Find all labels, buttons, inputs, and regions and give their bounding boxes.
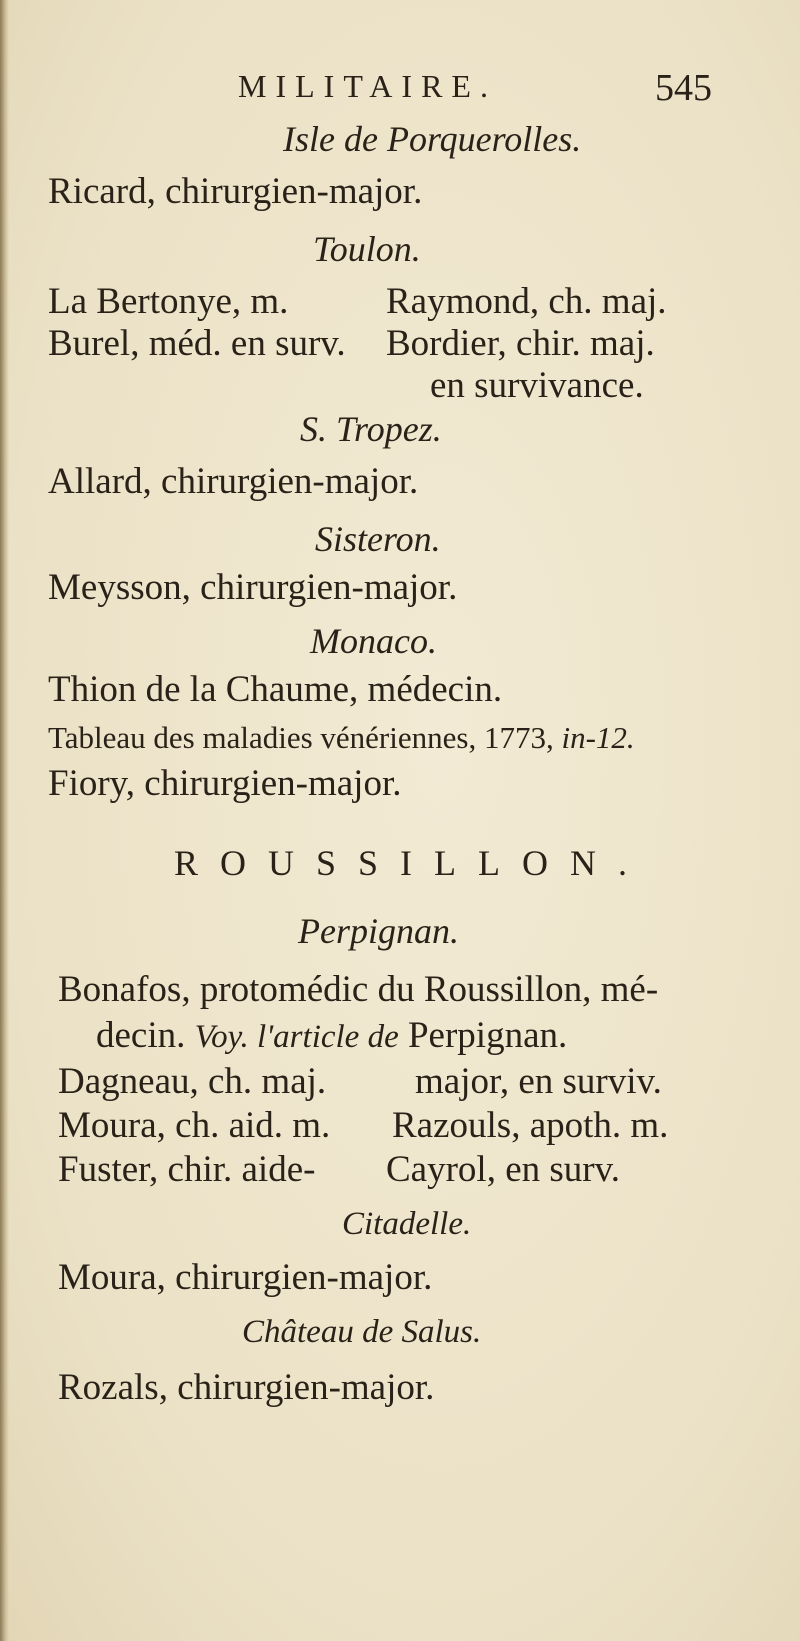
page-binding-edge <box>0 0 9 1641</box>
tableau-text: Tableau des maladies vénériennes, 1773, <box>48 720 554 755</box>
entry-dagneau-right: major, en surviv. <box>415 1061 662 1102</box>
heading-roussillon: ROUSSILLON. <box>174 843 650 883</box>
entry-moura-major: Moura, chirurgien-major. <box>58 1257 433 1298</box>
bonafos-perpignan: Perpignan. <box>407 1015 568 1056</box>
entry-ricard: Ricard, chirurgien-major. <box>48 171 423 212</box>
entry-tableau <box>48 720 635 756</box>
heading-monaco: Monaco. <box>310 621 437 661</box>
entry-dagneau: Dagneau, ch. maj. <box>58 1061 327 1102</box>
heading-salus: Château de Salus. <box>242 1314 482 1350</box>
page-number: 545 <box>655 67 712 109</box>
running-header-title: MILITAIRE. <box>238 68 497 104</box>
entry-thion: Thion de la Chaume, médecin. <box>48 669 503 710</box>
entry-allard: Allard, chirurgien-major. <box>48 461 419 502</box>
entry-bonafos-cont <box>96 1014 567 1057</box>
heading-porquerolles: Isle de Porquerolles. <box>283 119 582 159</box>
entry-bordier-cont: en survivance. <box>430 365 644 406</box>
entry-cayrol: Cayrol, en surv. <box>386 1149 620 1190</box>
entry-bordier: Bordier, chir. maj. <box>386 323 655 364</box>
entry-burel: Burel, méd. en surv. <box>48 323 346 364</box>
heading-perpignan: Perpignan. <box>298 911 459 951</box>
heading-citadelle: Citadelle. <box>342 1206 472 1242</box>
entry-rozals: Rozals, chirurgien-major. <box>58 1367 435 1408</box>
entry-fiory: Fiory, chirurgien-major. <box>48 763 402 804</box>
tableau-format: in-12. <box>561 720 635 755</box>
entry-labertonye: La Bertonye, m. <box>48 281 289 322</box>
heading-tropez: S. Tropez. <box>300 409 442 449</box>
entry-bonafos: Bonafos, protomédic du Roussillon, mé- <box>58 969 659 1010</box>
entry-razouls: Razouls, apoth. m. <box>392 1105 669 1146</box>
bonafos-decin: decin. <box>96 1015 186 1056</box>
entry-raymond: Raymond, ch. maj. <box>386 281 667 322</box>
entry-meysson: Meysson, chirurgien-major. <box>48 567 458 608</box>
heading-sisteron: Sisteron. <box>315 519 441 559</box>
entry-moura-aid: Moura, ch. aid. m. <box>58 1105 331 1146</box>
entry-fuster: Fuster, chir. aide- <box>58 1149 316 1190</box>
bonafos-voy: Voy. l'article de <box>194 1019 399 1055</box>
heading-toulon: Toulon. <box>313 229 421 269</box>
